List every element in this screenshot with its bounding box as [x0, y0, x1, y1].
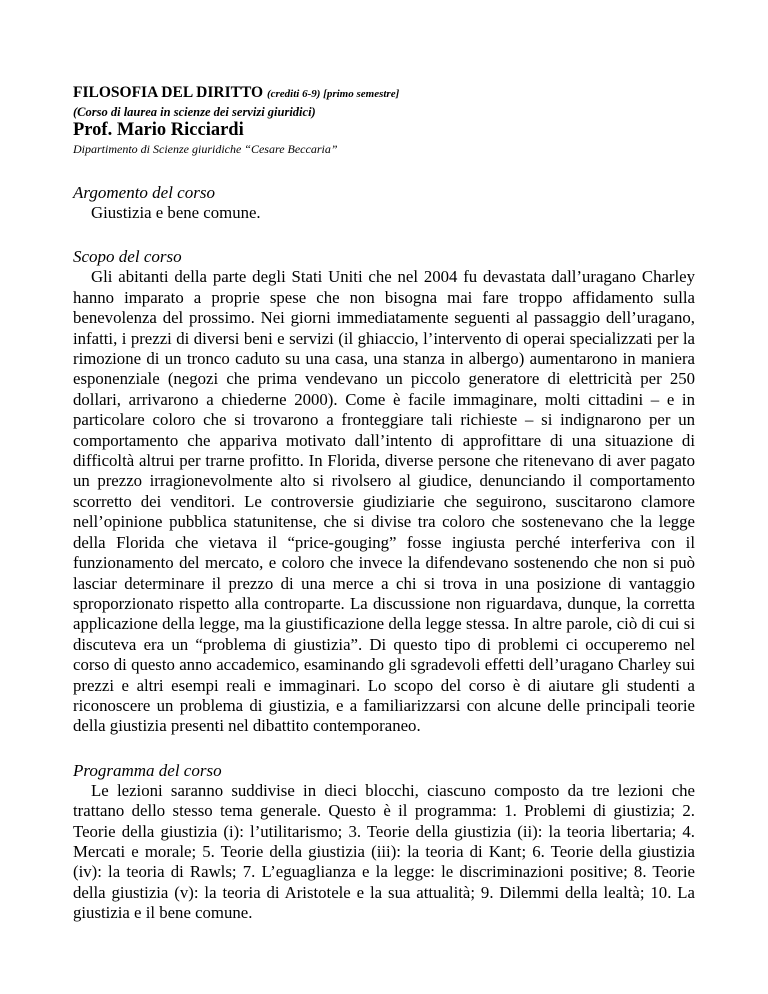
- section-scopo: [73, 246, 695, 736]
- degree-program: (Corso di laurea in scienze dei servizi giuridici): [73, 105, 316, 119]
- course-meta: (crediti 6-9) [primo semestre]: [266, 88, 400, 100]
- course-name: FILOSOFIA DEL DIRITTO: [73, 84, 264, 101]
- document-page: [73, 84, 695, 924]
- section-heading: Programma del corso: [73, 760, 222, 780]
- professor-name: Prof. Mario Ricciardi: [73, 120, 244, 140]
- course-title: [73, 84, 695, 103]
- section-body: Gli abitanti della parte degli Stati Uniti che nel 2004 fu devastata dall’uragano Charley hanno imparato a proprie spese che non bisogna mai fare troppo affidamento sulla benevolenza del prossimo. Nei giorni immediatamente seguenti al passaggio dell’uragano, infatti, i prezzi di diversi beni e servizi (il ghiaccio, l’intervento di operai specializzati per la rimozione di un tronco caduto su una casa, una stanza in albergo) aumentarono in maniera esponenziale (negozi che prima vendevano un piccolo generatore di elettricità per 250 dollari, arrivarono a chiederne 2000). Come è facile immaginare, molti cittadini – e in particolare coloro che si trovarono a fronteggiare tali richieste – si indignarono per un comportamento che appariva motivato dall’intento di approfittare di una situazione di difficoltà altrui per trarne profitto. In Florida, diverse persone che ritenevano di aver pagato un prezzo irragionevolmente alto si rivolsero al giudice, denunciando il comportamento scorretto dei venditori. Le controversie giudiziarie che seguirono, suscitarono clamore nell’opinione pubblica statunitense, che si divise tra coloro che sostenevano che la legge della Florida che vietava il “price-gouging” fosse ingiusta perché interferiva con il funzionamento del mercato, e coloro che invece la difendevano sostenendo che non si può lasciar determinare il prezzo di una merce a chi si trova in una posizione di vantaggio sproporzionato rispetto alla controparte. La discussione non riguardava, dunque, la corretta applicazione della legge, ma la giustificazione della legge stessa. In altre parole, ciò di cui si discuteva era un “problema di giustizia”. Di questo tipo di problemi ci occuperemo nel corso di questo anno accademico, esaminando gli sgradevoli effetti dell’uragano Charley sui prezzi e altri esempi reali e immaginari. Lo scopo del corso è di aiutare gli studenti a riconoscere un problema di giustizia, e a familiarizzarsi con alcune delle principali teorie della giustizia presenti nel dibattito contemporaneo.: [73, 267, 695, 736]
- section-heading: Argomento del corso: [73, 183, 215, 202]
- section-programma: [73, 760, 695, 924]
- section-body: Le lezioni saranno suddivise in dieci blocchi, ciascuno composto da tre lezioni che trattano dello stesso tema generale. Questo è il programma: 1. Problemi di giustizia; 2. Teorie della giustizia (i): l’utilitarismo; 3. Teorie della giustizia (ii): la teoria libertaria; 4. Mercati e morale; 5. Teorie della giustizia (iii): la teoria di Kant; 6. Teorie della giustizia (iv): la teoria di Rawls; 7. L’eguaglianza e la legge: le discriminazioni positive; 8. Teorie della giustizia (v): la teoria di Aristotele e la sua attualità; 9. Dilemmi della lealtà; 10. La giustizia e il bene comune.: [73, 780, 695, 923]
- section-argomento: [73, 182, 695, 223]
- section-body: Giustizia e bene comune.: [91, 203, 261, 222]
- department-name: Dipartimento di Scienze giuridiche “Cesare Beccaria”: [73, 142, 338, 156]
- section-heading: Scopo del corso: [73, 247, 182, 267]
